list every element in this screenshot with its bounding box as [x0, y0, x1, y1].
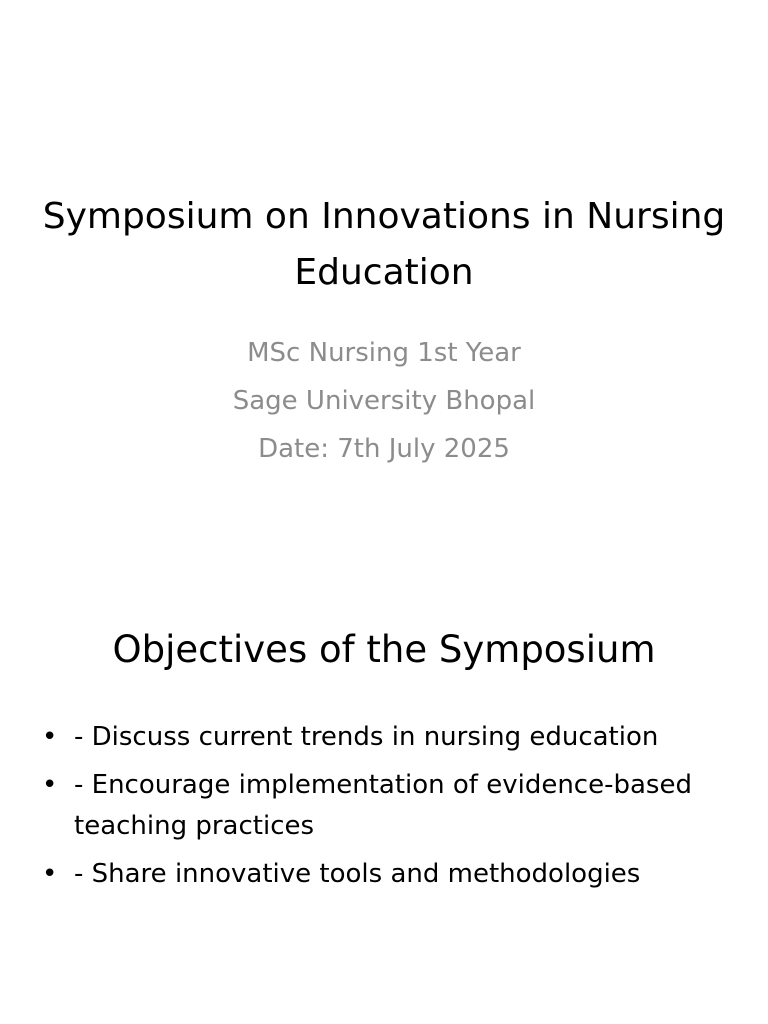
- bullet-icon: •: [42, 722, 58, 752]
- list-item: [42, 854, 722, 895]
- list-item: [42, 717, 722, 758]
- bullet-text: - Discuss current trends in nursing education: [74, 722, 659, 752]
- slide-title: Symposium on Innovations in Nursing Education: [42, 196, 726, 293]
- bullet-text: - Encourage implementation of evidence-based teaching practices: [74, 770, 692, 841]
- slide-title: Objectives of the Symposium: [112, 628, 656, 671]
- bullet-text: - Share innovative tools and methodologies: [74, 859, 641, 889]
- slide-subtitle: [40, 329, 728, 473]
- bullet-icon: •: [42, 859, 58, 889]
- course-line: MSc Nursing 1st Year: [247, 338, 521, 368]
- bullet-icon: •: [42, 770, 58, 800]
- university-line: Sage University Bhopal: [232, 386, 536, 416]
- bullet-list: [42, 717, 722, 902]
- list-item: [42, 765, 722, 847]
- objectives-slide: [0, 512, 768, 1024]
- date-line: Date: 7th July 2025: [258, 434, 510, 464]
